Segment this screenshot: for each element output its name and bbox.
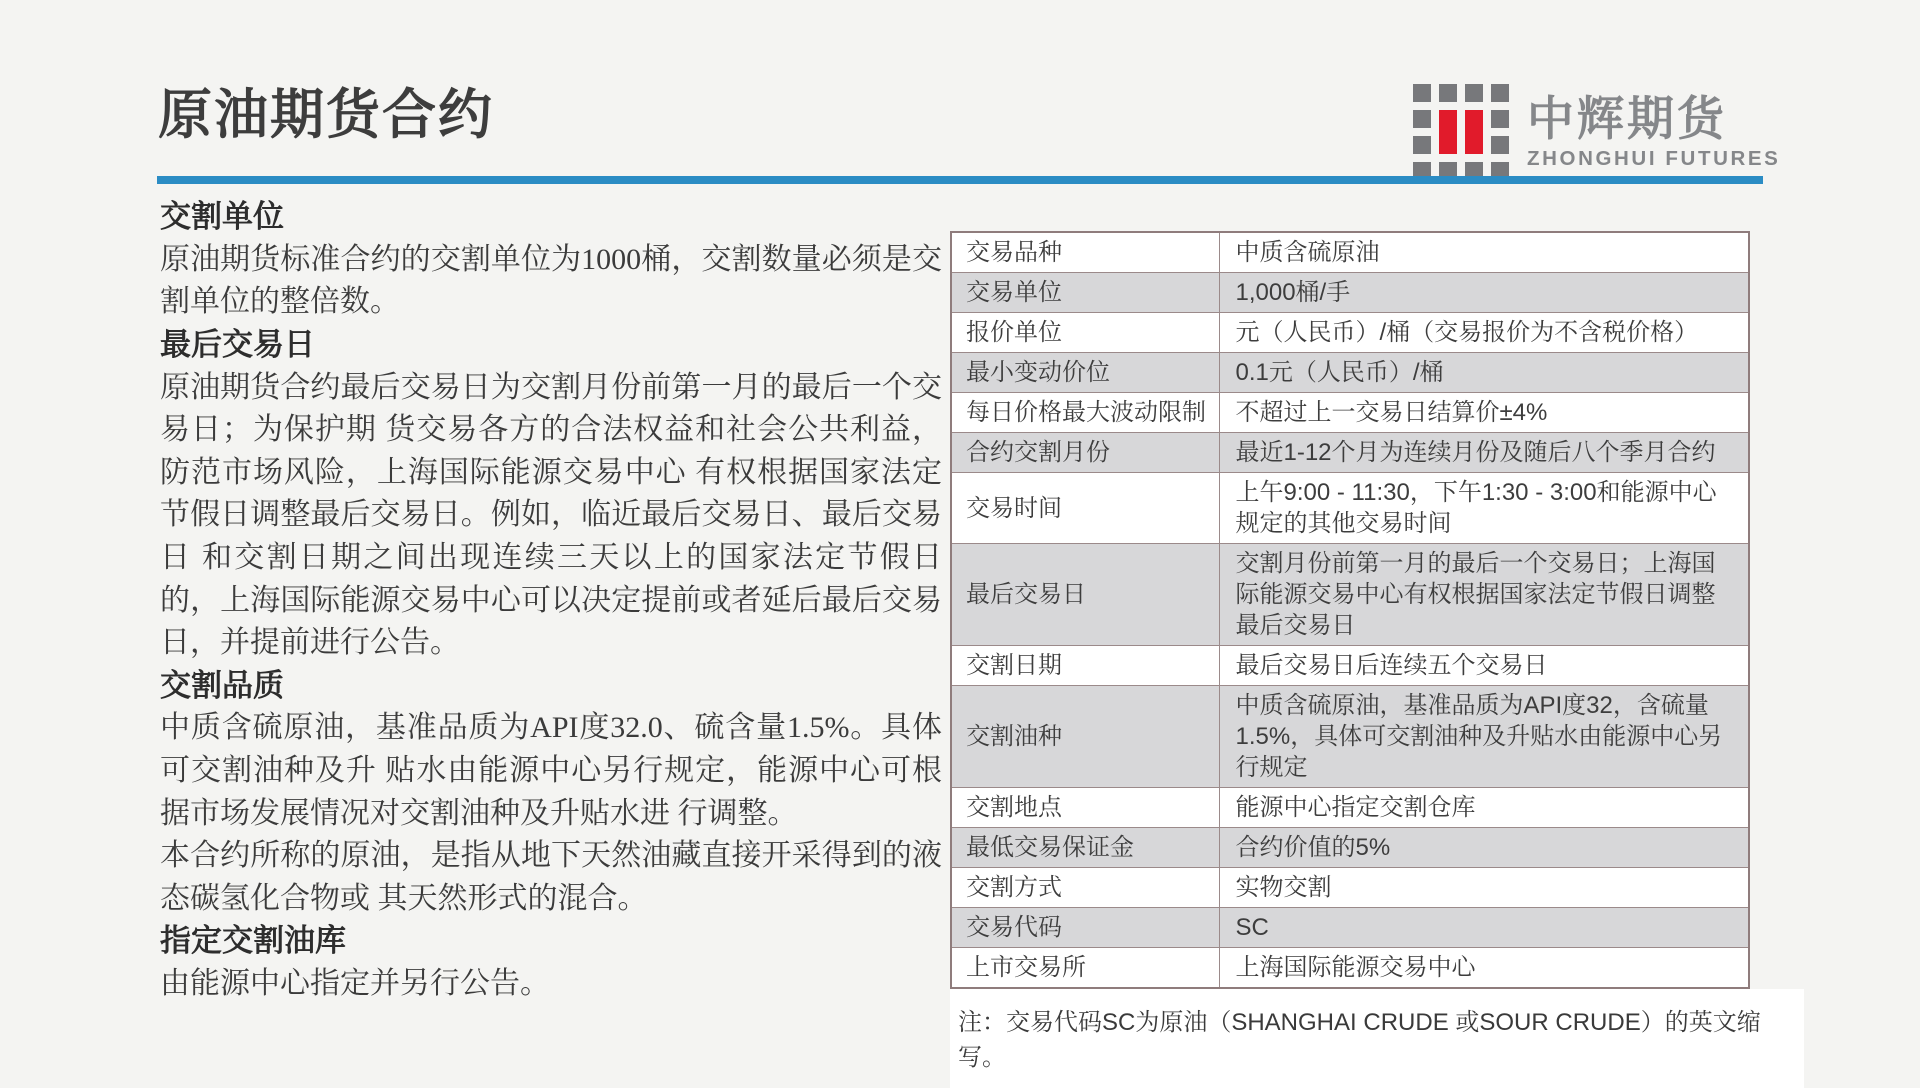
section-last-trading-day [160,325,942,665]
left-text-column [160,196,942,1006]
row-label: 合约交割月份 [951,433,1219,473]
row-value: 1,000桶/手 [1219,273,1749,313]
page-title: 原油期货合约 [158,85,494,145]
header-divider [157,176,1763,184]
row-label: 上市交易所 [951,948,1219,989]
table-row [951,788,1749,828]
table-row [951,393,1749,433]
row-value: SC [1219,908,1749,948]
section-heading: 最后交易日 [160,326,315,362]
row-value: 元（人民币）/桶（交易报价为不含税价格） [1219,313,1749,353]
row-label: 最后交易日 [951,544,1219,646]
row-label: 交割油种 [951,686,1219,788]
row-value: 不超过上一交易日结算价±4% [1219,393,1749,433]
company-logo [1413,84,1780,180]
row-label: 报价单位 [951,313,1219,353]
section-paragraph: 原油期货合约最后交易日为交割月份前第一月的最后一个交易日；为保护期 货交易各方的合法权益和社会公共利益，防范市场风险，上海国际能源交易中心 有权根据国家法定节假日调整最后交易日。例如，临近最后交易日、最后交易日 和交割日期之间出现连续三天以上的国家法定节假日的，上海国际能源交易中心可以决定提前或者延后最后交易日，并提前进行公告。 [160,370,942,660]
table-row [951,353,1749,393]
section-heading: 指定交割油库 [160,923,346,959]
table-row [951,908,1749,948]
row-value: 实物交割 [1219,868,1749,908]
table-row [951,646,1749,686]
logo-text [1527,91,1781,170]
row-value: 中质含硫原油，基准品质为API度32，含硫量1.5%，具体可交割油种及升贴水由能源中心另行规定 [1219,686,1749,788]
section-paragraph: 由能源中心指定并另行公告。 [160,967,550,1000]
table-row [951,686,1749,788]
row-value: 合约价值的5% [1219,828,1749,868]
row-value: 最后交易日后连续五个交易日 [1219,646,1749,686]
logo-name-en: ZHONGHUI FUTURES [1527,146,1781,170]
table-row [951,868,1749,908]
table-row [951,313,1749,353]
row-value: 能源中心指定交割仓库 [1219,788,1749,828]
section-designated-depot [160,921,942,1005]
row-label: 交易品种 [951,232,1219,273]
row-label: 交易时间 [951,473,1219,544]
row-value: 交割月份前第一月的最后一个交易日；上海国际能源交易中心有权根据国家法定节假日调整最后交易日 [1219,544,1749,646]
row-label: 最低交易保证金 [951,828,1219,868]
table-row [951,232,1749,273]
table-footnote: 注：交易代码SC为原油（SHANGHAI CRUDE 或SOUR CRUDE）的英文缩写。 [950,989,1804,1088]
contract-spec-panel [950,231,1804,1088]
table-row [951,473,1749,544]
section-heading: 交割品质 [160,667,284,703]
row-label: 交割方式 [951,868,1219,908]
row-label: 最小变动价位 [951,353,1219,393]
section-paragraph: 原油期货标准合约的交割单位为1000桶，交割数量必须是交割单位的整倍数。 [160,242,942,319]
row-value: 最近1-12个月为连续月份及随后八个季月合约 [1219,433,1749,473]
table-row [951,433,1749,473]
contract-spec-table [950,231,1750,989]
logo-name-cn: 中辉期货 [1527,91,1727,145]
row-value: 上海国际能源交易中心 [1219,948,1749,989]
row-label: 交易代码 [951,908,1219,948]
row-value: 0.1元（人民币）/桶 [1219,353,1749,393]
table-row [951,828,1749,868]
row-label: 交割日期 [951,646,1219,686]
logo-red-bar [1465,110,1483,154]
table-row [951,544,1749,646]
section-paragraph: 本合约所称的原油，是指从地下天然油藏直接开采得到的液态碳氢化合物或 其天然形式的混合。 [160,839,942,915]
section-paragraph: 中质含硫原油，基准品质为API度32.0、硫含量1.5%。具体可交割油种及升 贴水由能源中心另行规定，能源中心可根据市场发展情况对交割油种及升贴水进 行调整。 [160,711,942,830]
section-delivery-quality [160,666,942,921]
section-heading: 交割单位 [160,199,284,234]
table-row [951,273,1749,313]
table-row [951,948,1749,989]
row-label: 交易单位 [951,273,1219,313]
row-value: 中质含硫原油 [1219,232,1749,273]
section-delivery-unit [160,197,942,324]
logo-grid-icon [1413,84,1509,180]
row-label: 每日价格最大波动限制 [951,393,1219,433]
logo-red-bar [1439,110,1457,154]
row-value: 上午9:00 - 11:30，下午1:30 - 3:00和能源中心规定的其他交易时间 [1219,473,1749,544]
row-label: 交割地点 [951,788,1219,828]
